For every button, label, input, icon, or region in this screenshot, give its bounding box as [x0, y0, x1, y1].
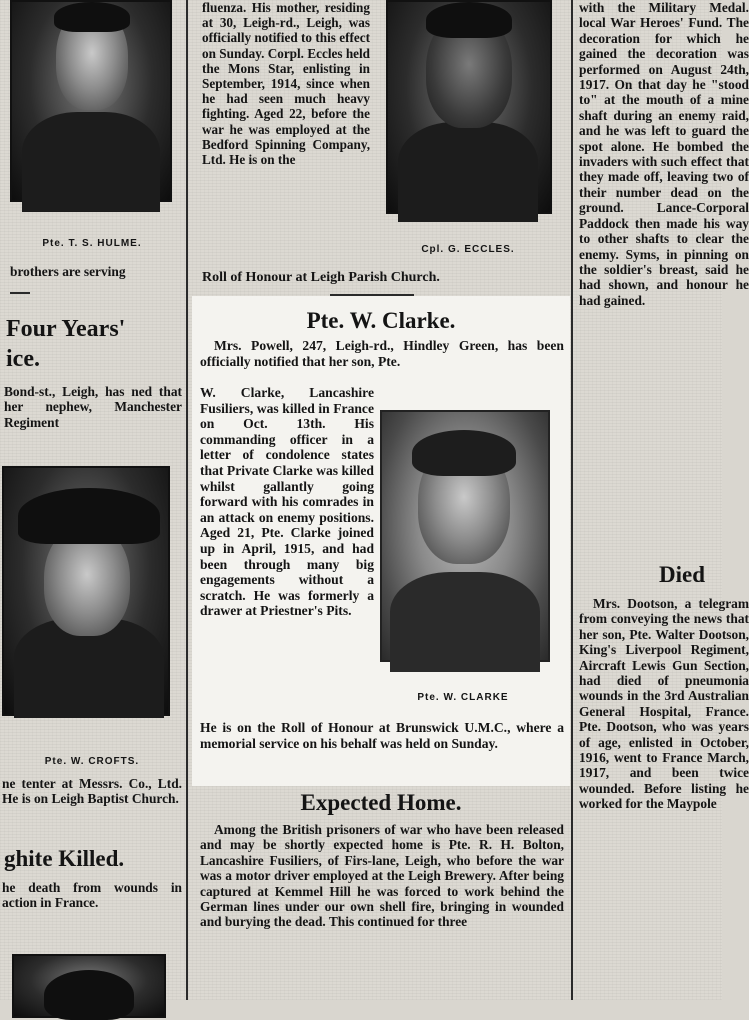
caption-hulme: Pte. T. S. HULME. [42, 238, 142, 249]
para-clarke-main: W. Clarke, Lancashire Fusiliers, was killed in France on Oct. 13th. His commanding officer in a letter of condolence states that Private Clarke was killed whilst gallantly going forward with his comrades in an attack on enemy positions. Aged 21, Pte. Clarke joined up in April, 1915, and had been through many big engagements without a scratch. He was formerly a drawer at Priestner's Pits. [200, 385, 374, 619]
photo-hulme [10, 0, 172, 202]
eccles-article [196, 0, 374, 292]
headline-clarke: Pte. W. Clarke. [306, 308, 456, 333]
headline-killed: ghite Killed. [4, 846, 125, 871]
para-death-wounds: he death from wounds in action in France. [2, 880, 182, 911]
headline-expected-home: Expected Home. [300, 790, 462, 815]
line-brothers: brothers are serving [10, 264, 126, 279]
caption-crofts: Pte. W. CROFTS. [44, 756, 140, 767]
para-roll-honour: Roll of Honour at Leigh Parish Church. [202, 270, 440, 285]
para-influenza: fluenza. His mother, residing at 30, Leigh-rd., Leigh, was officially notified to this effect on Sunday. Corpl. Eccles held the Mons Star, enlisting in September, 1914, since when he had seen much heavy fighting. Aged 22, before the war he was employed at the Bedford Spinning Company, Ltd. He is on the [202, 0, 370, 168]
headline-died: Died [659, 562, 705, 587]
caption-eccles: Cpl. G. ECCLES. [421, 244, 515, 255]
para-clarke-intro: Mrs. Powell, 247, Leigh-rd., Hindley Green, has been officially notified that her son, Pte. [200, 338, 564, 369]
photo-clarke [380, 410, 550, 662]
para-expected-home: Among the British prisoners of war who have been released and may be shortly expected home is Pte. R. H. Bolton, Lancashire Fusiliers, of Firs-lane, Leigh, who before the war was a motor driver employed at the Leigh Brewery. After being captured at Kemmel Hill he was forced to work behind the German lines under our own shell fire, bringing in wounded and burying the dead. This continued for three [200, 822, 564, 930]
para-military-medal: with the Military Medal. local War Heroes' Fund. The decoration for which he gained the decoration was performed on August 24th, 1917. On that day he "stood to" at the mouth of a mine shaft during an enemy raid, and he was left to guard the spot alone. He bombed the invaders with such effect that they made off, leaving two of their number dead on the ground. Lance-Corporal Paddock then made his way to other shafts to clear the enemy. Syms, in pinning on the soldier's breast, said he had shown, and honour he had gained. [579, 0, 749, 308]
para-clarke-end: He is on the Roll of Honour at Brunswick U.M.C., where a memorial service on his behalf was held on Sunday. [200, 720, 564, 751]
caption-clarke: Pte. W. CLARKE [417, 692, 509, 703]
right-column [575, 0, 749, 1000]
para-tenter: ne tenter at Messrs. Co., Ltd. He is on Leigh Baptist Church. [2, 776, 182, 807]
para-dootson: Mrs. Dootson, a telegram from conveying the news that her son, Pte. Walter Dootson, King's Liverpool Regiment, Aircraft Lewis Gun Section, had died of pneumonia wounds in the 3rd Australian General Hospital, France. Pte. Dootson, who was years of age, enlisted in October, 1916, went to France March, 1917, and been twice wounded. Before listing he worked for the Maypole [579, 596, 749, 812]
left-column [0, 0, 184, 1000]
para-bond-st: Bond-st., Leigh, has ned that her nephew, Manchester Regiment [4, 384, 182, 430]
photo-crofts [2, 466, 170, 716]
photo-bottom-left [12, 954, 166, 1018]
photo-eccles [386, 0, 552, 214]
headline-four-years: Four Years' ice. [6, 316, 126, 372]
clarke-article [192, 296, 570, 786]
